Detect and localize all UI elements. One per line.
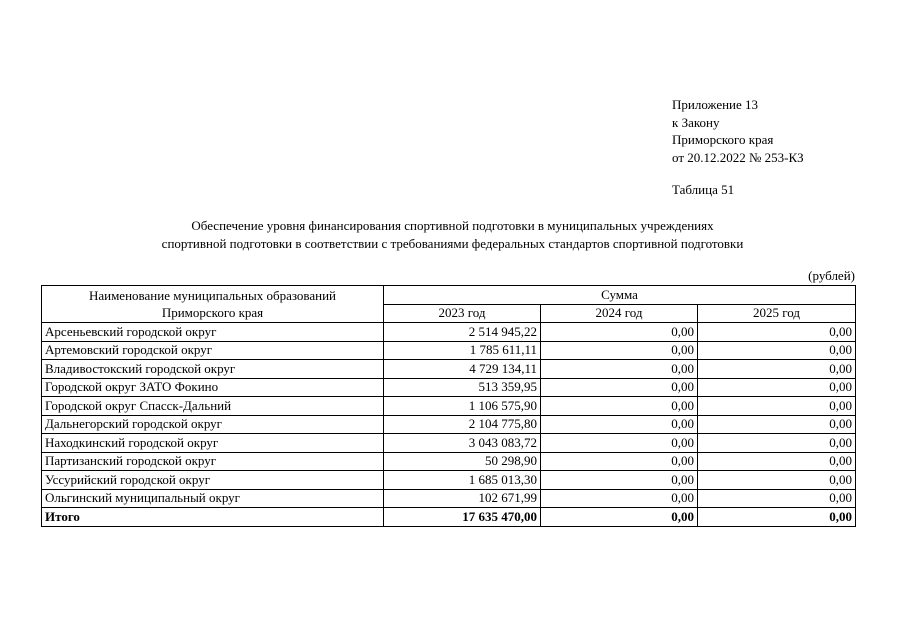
municipality-name: Городской округ Спасск-Дальний: [42, 397, 384, 416]
amount-2025: 0,00: [698, 341, 856, 360]
amount-2025: 0,00: [698, 434, 856, 453]
amount-2025: 0,00: [698, 489, 856, 508]
amount-2023: 2 104 775,80: [384, 415, 541, 434]
amount-2023: 1 106 575,90: [384, 397, 541, 416]
year-column-header: 2023 год: [384, 304, 541, 323]
amount-2024: 0,00: [541, 489, 698, 508]
table-row: [42, 489, 856, 508]
year-column-header: 2024 год: [541, 304, 698, 323]
table-row: [42, 434, 856, 453]
municipality-name: Владивостокский городской округ: [42, 360, 384, 379]
table-row: [42, 360, 856, 379]
amount-2023: 4 729 134,11: [384, 360, 541, 379]
total-label: Итого: [42, 508, 384, 527]
units-label: (рублей): [808, 268, 855, 283]
name-column-header: [42, 286, 384, 323]
amount-2024: 0,00: [541, 360, 698, 379]
table-row: [42, 452, 856, 471]
amount-2024: 0,00: [541, 378, 698, 397]
table-number: Таблица 51: [672, 182, 735, 197]
municipality-name: Ольгинский муниципальный округ: [42, 489, 384, 508]
sum-column-header: Сумма: [384, 286, 856, 305]
amount-2025: 0,00: [698, 415, 856, 434]
amount-2023: 102 671,99: [384, 489, 541, 508]
municipality-name: Находкинский городской округ: [42, 434, 384, 453]
amount-2024: 0,00: [541, 471, 698, 490]
municipality-name: Городской округ ЗАТО Фокино: [42, 378, 384, 397]
amount-2023: 513 359,95: [384, 378, 541, 397]
table-row: [42, 471, 856, 490]
amount-2024: 0,00: [541, 323, 698, 342]
municipality-name: Дальнегорский городской округ: [42, 415, 384, 434]
name-header-line: Приморского края: [161, 305, 264, 320]
amount-2025: 0,00: [698, 360, 856, 379]
amount-2024: 0,00: [541, 452, 698, 471]
amount-2024: 0,00: [541, 397, 698, 416]
amount-2025: 0,00: [698, 397, 856, 416]
appendix-line: от 20.12.2022 № 253-КЗ: [672, 149, 804, 165]
funding-table: [41, 285, 856, 527]
appendix-reference: [672, 96, 804, 166]
amount-2023: 1 785 611,11: [384, 341, 541, 360]
amount-2025: 0,00: [698, 508, 856, 527]
title-line: спортивной подготовки в соответствии с требованиями федеральных стандартов спортивной подготовки: [161, 235, 744, 251]
year-column-header: 2025 год: [698, 304, 856, 323]
table-row: [42, 415, 856, 434]
amount-2023: 17 635 470,00: [384, 508, 541, 527]
total-row: [42, 508, 856, 527]
appendix-line: к Закону: [672, 114, 720, 130]
table-row: [42, 397, 856, 416]
municipality-name: Уссурийский городской округ: [42, 471, 384, 490]
amount-2024: 0,00: [541, 434, 698, 453]
amount-2024: 0,00: [541, 508, 698, 527]
municipality-name: Арсеньевский городской округ: [42, 323, 384, 342]
amount-2025: 0,00: [698, 471, 856, 490]
appendix-line: Приморского края: [672, 132, 774, 147]
amount-2023: 2 514 945,22: [384, 323, 541, 342]
document-title: [0, 217, 905, 252]
amount-2024: 0,00: [541, 341, 698, 360]
title-line: Обеспечение уровня финансирования спортивной подготовки в муниципальных учреждениях: [191, 218, 714, 233]
amount-2023: 1 685 013,30: [384, 471, 541, 490]
amount-2025: 0,00: [698, 378, 856, 397]
appendix-line: Приложение 13: [672, 97, 759, 112]
table-row: [42, 341, 856, 360]
table-row: [42, 378, 856, 397]
municipality-name: Партизанский городской округ: [42, 452, 384, 471]
amount-2024: 0,00: [541, 415, 698, 434]
name-header-line: Наименование муниципальных образований: [88, 287, 337, 303]
table-body: [42, 323, 856, 527]
municipality-name: Артемовский городской округ: [42, 341, 384, 360]
amount-2025: 0,00: [698, 323, 856, 342]
amount-2023: 3 043 083,72: [384, 434, 541, 453]
amount-2023: 50 298,90: [384, 452, 541, 471]
amount-2025: 0,00: [698, 452, 856, 471]
table-row: [42, 323, 856, 342]
